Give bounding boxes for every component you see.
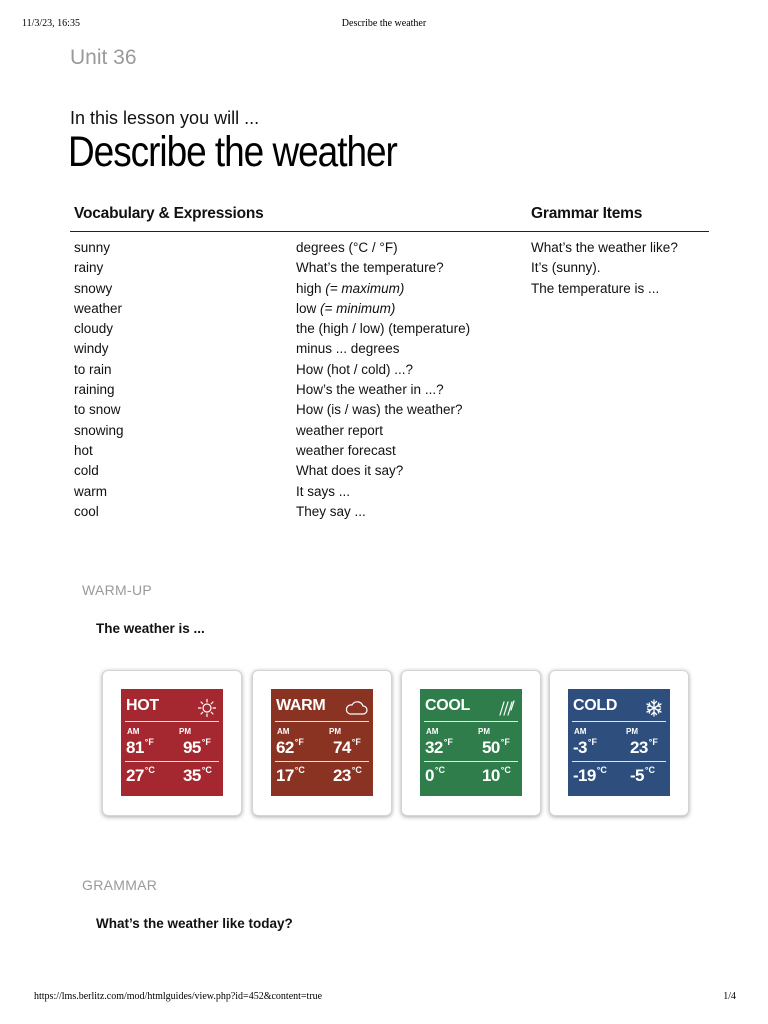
vocab-item: to snow [74, 402, 121, 418]
tile-divider [424, 721, 518, 722]
vocab-column-expressions [296, 238, 470, 522]
warmup-prompt: The weather is ... [96, 621, 205, 636]
pm-label: PM [478, 727, 490, 736]
vocab-item: weather [74, 300, 123, 316]
grammar-prompt: What’s the weather like today? [96, 916, 293, 931]
tile-name: COLD [573, 697, 618, 714]
pm-fahrenheit: $74^{^\circ F}$ [333, 737, 361, 757]
tile-divider [424, 761, 518, 762]
expression-item: How (hot / cold) ...? [296, 361, 414, 377]
tile-name: COOL [425, 697, 471, 714]
unit-label: Unit 36 [70, 46, 137, 69]
grammar-items-column [531, 238, 678, 299]
weather-card-cool [401, 670, 541, 816]
vocab-heading: Vocabulary & Expressions [74, 205, 264, 222]
expression-item: low (= minimum) [296, 300, 396, 316]
vocab-item: hot [74, 442, 93, 458]
cloud-icon [343, 698, 369, 718]
weather-card-hot [102, 670, 242, 816]
am-celsius: $-19^{^\circ C}$ [573, 765, 607, 785]
grammar-section-label: GRAMMAR [82, 877, 158, 893]
am-label: AM [127, 727, 140, 736]
expression-item: What’s the temperature? [296, 260, 444, 276]
vocab-item: snowy [74, 280, 113, 296]
am-celsius: $27^{^\circ C}$ [126, 765, 155, 785]
expression-item: weather report [296, 422, 384, 438]
expression-item: minus ... degrees [296, 341, 400, 357]
weather-tile [568, 689, 670, 796]
am-label: AM [277, 727, 290, 736]
vocab-item: cloudy [74, 321, 114, 337]
print-url: https://lms.berlitz.com/mod/htmlguides/view.php?id=452&content=true [34, 991, 323, 1002]
pm-label: PM [179, 727, 191, 736]
am-celsius: $17^{^\circ C}$ [276, 765, 305, 785]
grammar-item: It’s (sunny). [531, 260, 601, 276]
grammar-items-heading: Grammar Items [531, 205, 643, 222]
pm-celsius: $-5^{^\circ C}$ [630, 765, 656, 785]
expression-item: high (= maximum) [296, 280, 405, 296]
sun-icon [197, 698, 217, 718]
am-celsius: $0^{^\circ C}$ [425, 765, 445, 785]
tile-name: HOT [126, 697, 159, 714]
pm-celsius: $23^{^\circ C}$ [333, 765, 362, 785]
am-fahrenheit: $62^{^\circ F}$ [276, 737, 304, 757]
pm-celsius: $35^{^\circ C}$ [183, 765, 212, 785]
print-page-number: 1/4 [723, 991, 736, 1002]
weather-card-warm [252, 670, 392, 816]
weather-card-cold [549, 670, 689, 816]
print-datetime: 11/3/23, 16:35 [22, 18, 80, 29]
vocab-item: windy [74, 341, 109, 357]
grammar-item: The temperature is ... [531, 280, 660, 296]
grammar-item: What’s the weather like? [531, 240, 678, 255]
expression-item: How’s the weather in ...? [296, 382, 444, 398]
weather-cards [0, 670, 768, 820]
am-label: AM [574, 727, 587, 736]
rain-icon [496, 698, 516, 718]
pm-label: PM [329, 727, 341, 736]
page-title: Describe the weather [68, 128, 397, 176]
expression-item: What does it say? [296, 463, 404, 479]
expression-item: They say ... [296, 503, 366, 519]
tile-divider [572, 761, 666, 762]
vocab-item: warm [74, 483, 107, 499]
snowflake-icon [644, 698, 664, 718]
vocab-item: rainy [74, 260, 104, 276]
weather-tile [271, 689, 373, 796]
expression-item: weather forecast [296, 442, 396, 458]
weather-tile [420, 689, 522, 796]
vocab-item: cold [74, 463, 99, 479]
tile-name: WARM [276, 697, 326, 714]
am-fahrenheit: $81^{^\circ F}$ [126, 737, 154, 757]
tile-divider [275, 721, 369, 722]
am-label: AM [426, 727, 439, 736]
vocab-item: snowing [74, 422, 124, 438]
tile-divider [125, 721, 219, 722]
warmup-section-label: WARM-UP [82, 582, 153, 598]
vocab-item: to rain [74, 361, 112, 377]
pm-fahrenheit: $95^{^\circ F}$ [183, 737, 211, 757]
print-title: Describe the weather [341, 18, 427, 29]
pm-celsius: $10^{^\circ C}$ [482, 765, 511, 785]
expression-item: degrees (°C / °F) [296, 240, 398, 255]
pm-fahrenheit: $23^{^\circ F}$ [630, 737, 658, 757]
vocab-column-words [74, 238, 124, 522]
expression-item: the (high / low) (temperature) [296, 321, 471, 337]
tile-divider [275, 761, 369, 762]
vocab-item: cool [74, 503, 99, 519]
vocab-item: raining [74, 382, 115, 398]
weather-tile [121, 689, 223, 796]
am-fahrenheit: $32^{^\circ F}$ [425, 737, 453, 757]
table-divider [70, 231, 709, 232]
am-fahrenheit: $-3^{^\circ F}$ [573, 737, 598, 757]
expression-item: It says ... [296, 483, 351, 499]
vocab-item: sunny [74, 240, 111, 255]
pm-fahrenheit: $50^{^\circ F}$ [482, 737, 510, 757]
tile-divider [125, 761, 219, 762]
lesson-intro: In this lesson you will ... [70, 108, 260, 128]
tile-divider [572, 721, 666, 722]
expression-item: How (is / was) the weather? [296, 402, 463, 418]
pm-label: PM [626, 727, 638, 736]
